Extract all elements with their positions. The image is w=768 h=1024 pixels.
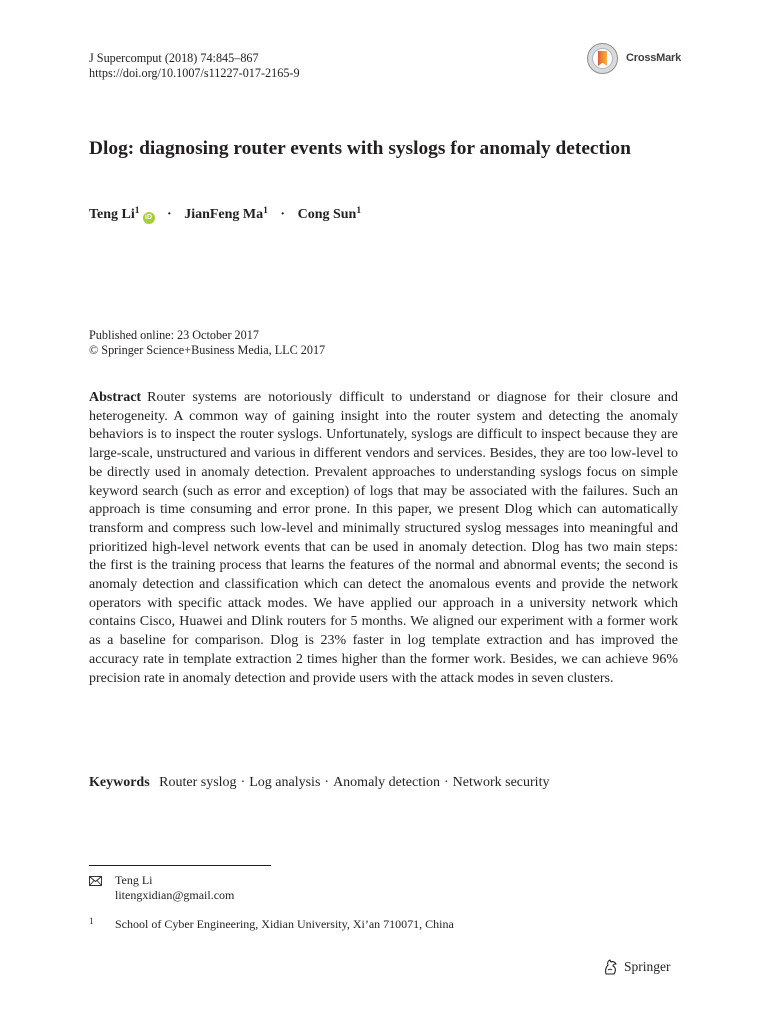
- author-affiliation-mark: 1: [134, 206, 140, 216]
- publisher-name: Springer: [624, 959, 671, 974]
- keyword-separator: ·: [443, 775, 449, 790]
- keywords-heading: Keywords: [89, 775, 150, 790]
- springer-horse-icon: [602, 958, 620, 976]
- abstract-heading: Abstract: [89, 390, 142, 405]
- crossmark-logo: [587, 43, 618, 74]
- envelope-icon: [89, 876, 102, 886]
- author-affiliation-mark: 1: [356, 206, 362, 216]
- keyword: Log analysis: [249, 775, 321, 790]
- footnote-divider: [89, 865, 271, 866]
- keyword: Anomaly detection: [333, 775, 440, 790]
- author-name: Teng Li: [89, 207, 135, 222]
- author-affiliation-mark: 1: [263, 206, 268, 216]
- affiliation: School of Cyber Engineering, Xidian University, Xi’an 710071, China: [115, 917, 454, 931]
- author-separator: ·: [280, 207, 286, 222]
- abstract: [89, 389, 678, 688]
- published-date: Published online: 23 October 2017: [89, 328, 259, 342]
- author-separator: ·: [167, 207, 172, 222]
- crossmark-label: CrossMark: [626, 52, 682, 64]
- author-name: Cong Sun: [297, 207, 357, 222]
- corresponding-author-name: Teng Li: [115, 873, 153, 887]
- doi-link[interactable]: https://doi.org/10.1007/s11227-017-2165-9: [89, 66, 300, 80]
- paper-title: Dlog: diagnosing router events with syslogs for anomaly detection: [89, 138, 631, 159]
- orcid-icon[interactable]: iD: [143, 212, 155, 224]
- keyword-separator: ·: [240, 775, 246, 790]
- keyword-separator: ·: [324, 775, 330, 790]
- corresponding-author-email[interactable]: litengxidian@gmail.com: [115, 888, 235, 902]
- copyright-notice: © Springer Science+Business Media, LLC 2017: [89, 343, 326, 357]
- keyword: Network security: [452, 775, 550, 790]
- affiliation-number: 1: [89, 916, 94, 926]
- author-name: JianFeng Ma: [184, 207, 264, 222]
- keywords: [89, 774, 549, 792]
- keyword: Router syslog: [159, 775, 237, 790]
- crossmark-badge[interactable]: [587, 43, 682, 77]
- abstract-text: Router systems are notoriously difficult to understand or diagnose for their closure and heterogeneity. A common way of gaining insight into the router system and detecting the anomaly behaviors is to inspect the router syslogs. Unfortunately, syslogs are difficult to inspect because they are large-scale, unstructured and various in different vendors and services. Besides, they are too low-level to be directly used in anomaly detection. Prevalent approaches to understanding syslogs focus on simple keyword search (such as error and exception) of logs that may be associated with the failures. Such an approach is time consuming and error prone. In this paper, we present Dlog which can automatically transform and compress such low-level and minimally structured syslog messages into meaningful and prioritized high-level network events that can be used in anomaly detection. Dlog has two main steps: the first is the training process that learns the features of the normal and abnormal events; the second is anomaly detection and classification which can detect the anomalous events and provide the network operators with specific attack modes. We have applied our approach in a university network which contains Cisco, Huawei and Dlink routers for 5 months. We aligned our experiment with a former work as a baseline for comparison. Dlog is 23% faster in log template extraction and has improved the accuracy rate in template extraction 2 times higher than the former work. Besides, we can achieve 96% precision rate in anomaly detection and provide users with the attack modes in seven clusters.: [89, 390, 678, 686]
- journal-citation: J Supercomput (2018) 74:845–867: [89, 51, 259, 65]
- author-list: [89, 207, 361, 224]
